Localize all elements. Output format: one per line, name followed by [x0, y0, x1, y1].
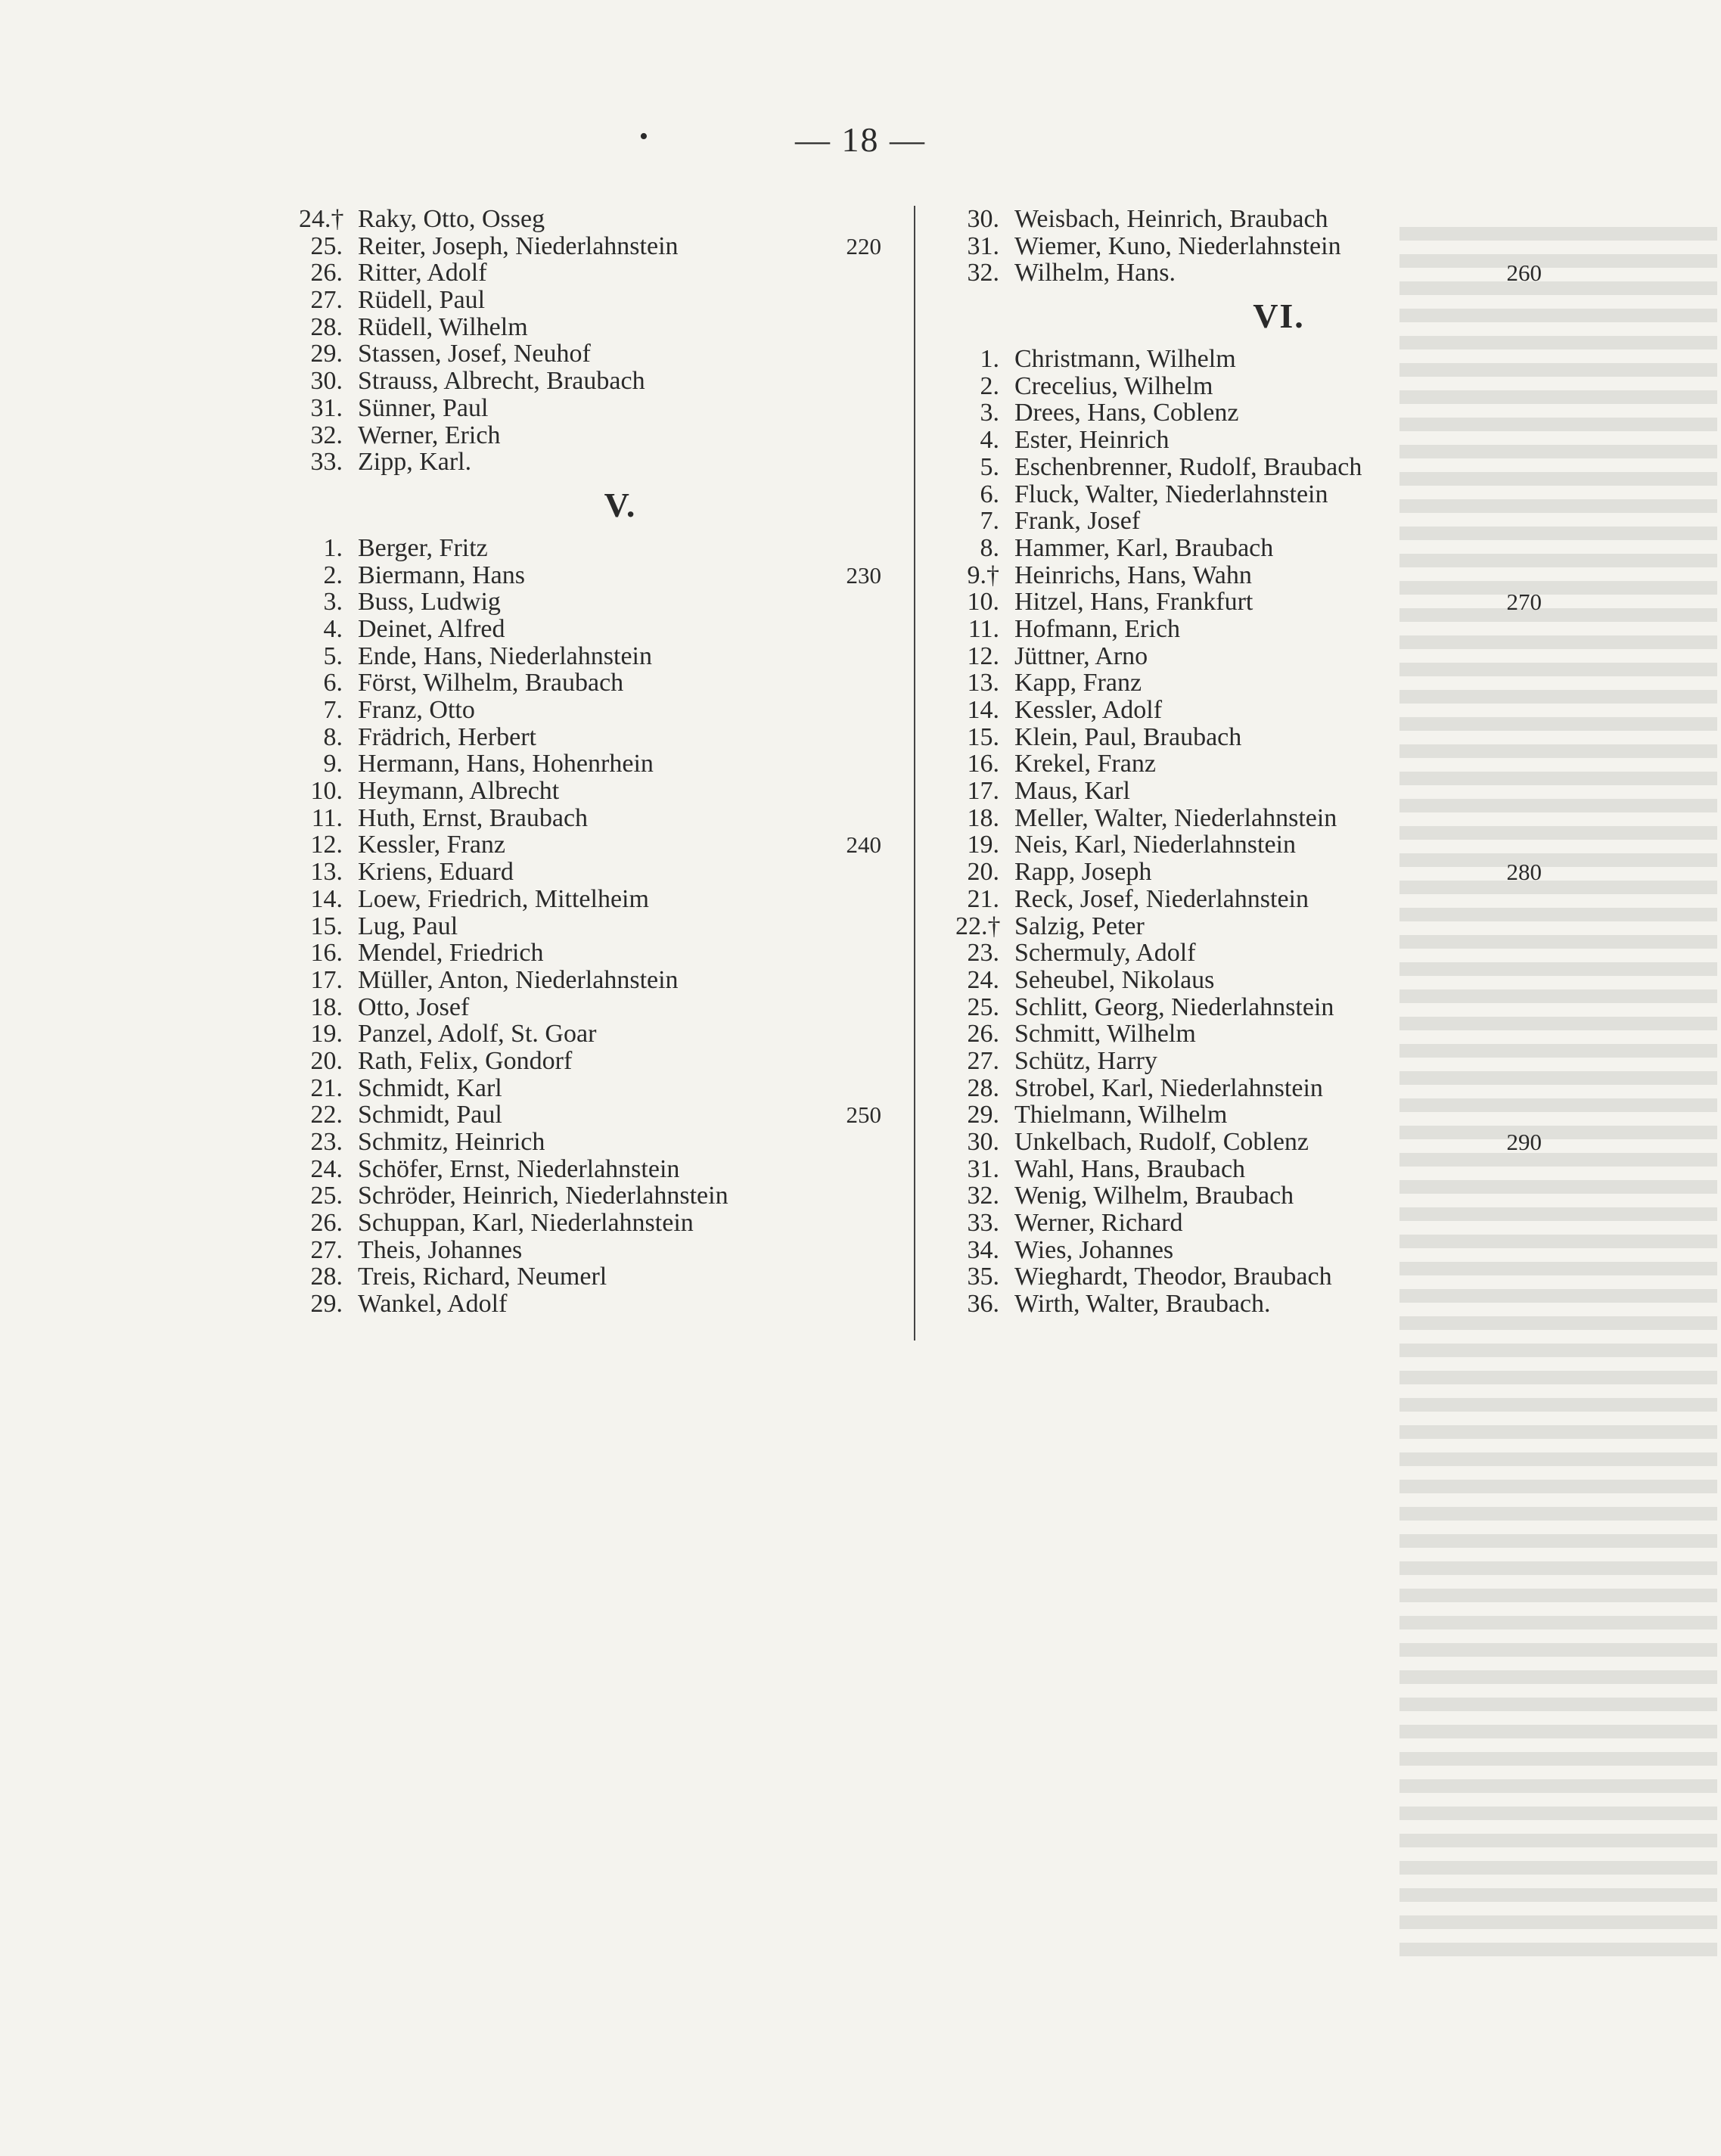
entry-name: Krekel, Franz — [1014, 750, 1156, 778]
entry-number: 34. — [967, 1235, 999, 1264]
margin-line-number: 240 — [846, 831, 881, 859]
right-column — [955, 206, 1542, 1318]
entry-number: 21. — [967, 884, 999, 913]
entry-number: 31. — [967, 1154, 999, 1183]
entry-name: Frank, Josef — [1014, 507, 1141, 536]
list-item — [955, 206, 1542, 233]
list-item — [299, 1210, 881, 1237]
entry-name: Rüdell, Wilhelm — [358, 312, 528, 341]
entry-number: 28. — [967, 1073, 999, 1102]
entry-name: Reiter, Joseph, Niederlahnstein — [358, 231, 679, 260]
list-item — [299, 697, 881, 724]
entry-number: 13. — [967, 669, 999, 697]
entry-name: Kessler, Adolf — [1014, 696, 1163, 724]
entry-number: 2. — [323, 561, 343, 589]
entry-name: Wahl, Hans, Braubach — [1014, 1154, 1246, 1183]
margin-line-number: 290 — [1506, 1129, 1542, 1155]
entry-number: 11. — [311, 803, 343, 832]
entry-number: 30. — [967, 205, 999, 233]
list-item — [955, 346, 1542, 373]
entry-name: Rapp, Joseph — [1014, 858, 1152, 887]
entry-name: Rath, Felix, Gondorf — [358, 1046, 573, 1075]
entry-number: 16. — [967, 750, 999, 778]
section-heading-v: V. — [604, 485, 637, 524]
entry-name: Seheubel, Nikolaus — [1014, 965, 1215, 994]
entry-number: 36. — [967, 1290, 999, 1319]
entry-name: Ester, Heinrich — [1014, 426, 1170, 455]
entry-number: 23. — [310, 1128, 343, 1156]
print-dot: • — [639, 123, 648, 151]
list-item — [299, 1291, 881, 1318]
entry-name: Wieghardt, Theodor, Braubach — [1014, 1263, 1332, 1291]
entry-number: 1. — [323, 533, 343, 562]
entry-number: 9. — [323, 750, 343, 778]
entry-number: 23. — [967, 939, 999, 968]
entry-number: 14. — [967, 696, 999, 724]
entry-number: 30. — [310, 367, 343, 396]
entry-name: Wirth, Walter, Braubach. — [1014, 1290, 1271, 1319]
entry-number: 9.† — [967, 561, 999, 589]
entry-number: 18. — [310, 993, 343, 1021]
entry-name: Unkelbach, Rudolf, Coblenz — [1014, 1128, 1309, 1156]
entry-name: Lug, Paul — [358, 912, 458, 940]
list-item — [955, 1182, 1542, 1210]
list-item — [955, 1101, 1542, 1129]
list-item — [955, 616, 1542, 643]
entry-number: 27. — [310, 286, 343, 315]
entry-name: Rüdell, Paul — [358, 286, 486, 315]
entry-number: 16. — [310, 939, 343, 968]
list-item — [299, 669, 881, 697]
entry-name: Schmitz, Heinrich — [358, 1128, 545, 1156]
entry-number: 31. — [967, 231, 999, 260]
entry-number: 17. — [967, 777, 999, 806]
list-item — [955, 643, 1542, 670]
entry-name: Schlitt, Georg, Niederlahnstein — [1014, 993, 1334, 1021]
entry-name: Mendel, Friedrich — [358, 939, 544, 968]
entry-number: 7. — [980, 507, 999, 536]
entry-number: 6. — [980, 480, 999, 508]
entry-name: Reck, Josef, Niederlahnstein — [1014, 884, 1309, 913]
entry-name: Schütz, Harry — [1014, 1046, 1157, 1075]
left-column — [299, 206, 881, 1318]
list-item — [955, 589, 1542, 616]
entry-number: 10. — [967, 588, 999, 617]
entry-name: Thielmann, Wilhelm — [1014, 1101, 1228, 1129]
list-item — [299, 1075, 881, 1102]
list-item — [299, 422, 881, 449]
entry-number: 28. — [310, 1263, 343, 1291]
entry-number: 26. — [967, 1020, 999, 1048]
entry-name: Schmitt, Wilhelm — [1014, 1020, 1196, 1048]
entry-number: 32. — [967, 1182, 999, 1210]
entry-number: 25. — [310, 1182, 343, 1210]
page-number: — 18 — — [795, 120, 926, 159]
list-item — [299, 535, 881, 562]
entry-number: 29. — [310, 1290, 343, 1319]
list-item — [955, 454, 1542, 481]
list-item — [955, 1237, 1542, 1264]
entry-name: Crecelius, Wilhelm — [1014, 371, 1213, 400]
entry-name: Panzel, Adolf, St. Goar — [358, 1020, 597, 1048]
entry-name: Ritter, Adolf — [358, 259, 487, 287]
list-item — [299, 750, 881, 778]
entry-number: 6. — [323, 669, 343, 697]
list-item — [955, 750, 1542, 778]
list-item — [299, 1263, 881, 1291]
entry-number: 5. — [323, 642, 343, 670]
left-list-after — [299, 535, 881, 1318]
list-item — [299, 1156, 881, 1183]
entry-number: 2. — [980, 371, 999, 400]
entry-name: Stassen, Josef, Neuhof — [358, 340, 591, 368]
entry-name: Ende, Hans, Niederlahnstein — [358, 642, 652, 670]
entry-name: Wies, Johannes — [1014, 1235, 1174, 1264]
entry-number: 29. — [310, 340, 343, 368]
entry-name: Hermann, Hans, Hohenrhein — [358, 750, 654, 778]
list-item — [955, 669, 1542, 697]
right-list-after — [955, 346, 1542, 1318]
entry-number: 4. — [980, 426, 999, 455]
entry-name: Jüttner, Arno — [1014, 642, 1148, 670]
list-item — [955, 697, 1542, 724]
list-item — [955, 399, 1542, 427]
entry-name: Schmidt, Karl — [358, 1073, 502, 1102]
entry-name: Huth, Ernst, Braubach — [358, 803, 589, 832]
list-item — [955, 373, 1542, 400]
entry-name: Schmidt, Paul — [358, 1101, 502, 1129]
list-item — [955, 778, 1542, 805]
column-divider — [914, 206, 915, 1341]
margin-line-number: 270 — [1506, 589, 1542, 616]
entry-number: 17. — [310, 965, 343, 994]
list-item — [299, 206, 881, 233]
entry-name: Fluck, Walter, Niederlahnstein — [1014, 480, 1328, 508]
list-item — [955, 859, 1542, 886]
entry-number: 19. — [310, 1020, 343, 1048]
entry-number: 4. — [323, 614, 343, 643]
list-item — [299, 643, 881, 670]
entry-name: Deinet, Alfred — [358, 614, 505, 643]
entry-number: 25. — [310, 231, 343, 260]
margin-line-number: 250 — [846, 1101, 881, 1129]
entry-number: 12. — [967, 642, 999, 670]
entry-name: Schröder, Heinrich, Niederlahnstein — [358, 1182, 728, 1210]
entry-number: 8. — [323, 722, 343, 751]
list-item — [299, 1021, 881, 1048]
right-list-before — [955, 206, 1542, 287]
entry-number: 33. — [310, 448, 343, 477]
entry-name: Frädrich, Herbert — [358, 722, 537, 751]
entry-number: 26. — [310, 259, 343, 287]
list-item — [299, 831, 881, 859]
margin-line-number: 260 — [1506, 259, 1542, 287]
entry-number: 3. — [980, 399, 999, 427]
entry-name: Christmann, Wilhelm — [1014, 345, 1236, 374]
list-item — [299, 395, 881, 422]
entry-name: Heinrichs, Hans, Wahn — [1014, 561, 1252, 589]
entry-name: Müller, Anton, Niederlahnstein — [358, 965, 679, 994]
entry-name: Heymann, Albrecht — [358, 777, 560, 806]
entry-name: Kapp, Franz — [1014, 669, 1142, 697]
margin-line-number: 280 — [1506, 859, 1542, 886]
list-item — [955, 886, 1542, 913]
list-item — [955, 967, 1542, 994]
list-item — [299, 913, 881, 940]
entry-number: 24.† — [299, 205, 344, 233]
entry-name: Wiemer, Kuno, Niederlahnstein — [1014, 231, 1341, 260]
entry-number: 27. — [310, 1235, 343, 1264]
entry-name: Drees, Hans, Coblenz — [1014, 399, 1239, 427]
entry-number: 22.† — [955, 912, 1001, 940]
entry-number: 15. — [967, 722, 999, 751]
entry-name: Salzig, Peter — [1014, 912, 1145, 940]
entry-number: 19. — [967, 831, 999, 859]
list-item — [955, 805, 1542, 832]
list-item — [955, 1021, 1542, 1048]
list-item — [955, 940, 1542, 967]
list-item — [955, 1210, 1542, 1237]
list-item — [299, 562, 881, 589]
entry-number: 24. — [310, 1154, 343, 1183]
entry-number: 7. — [323, 696, 343, 724]
entry-name: Werner, Richard — [1014, 1209, 1183, 1238]
entry-name: Först, Wilhelm, Braubach — [358, 669, 624, 697]
margin-line-number: 220 — [846, 232, 881, 259]
entry-name: Hitzel, Hans, Frankfurt — [1014, 588, 1253, 617]
entry-name: Klein, Paul, Braubach — [1014, 722, 1242, 751]
list-item — [299, 805, 881, 832]
list-item — [299, 940, 881, 967]
entry-number: 13. — [310, 858, 343, 887]
entry-name: Wankel, Adolf — [358, 1290, 508, 1319]
entry-number: 5. — [980, 452, 999, 481]
entry-name: Neis, Karl, Niederlahnstein — [1014, 831, 1296, 859]
list-item — [955, 1263, 1542, 1291]
entry-number: 29. — [967, 1101, 999, 1129]
entry-number: 24. — [967, 965, 999, 994]
entry-number: 20. — [310, 1046, 343, 1075]
entry-number: 14. — [310, 884, 343, 913]
list-item — [955, 831, 1542, 859]
entry-number: 22. — [310, 1101, 343, 1129]
entry-number: 1. — [980, 345, 999, 374]
list-item — [299, 1048, 881, 1075]
entry-number: 32. — [967, 259, 999, 287]
list-item — [299, 1182, 881, 1210]
list-item — [955, 233, 1542, 260]
entry-name: Biermann, Hans — [358, 561, 525, 589]
list-item — [955, 913, 1542, 940]
list-item — [955, 994, 1542, 1021]
entry-number: 28. — [310, 312, 343, 341]
list-item — [299, 994, 881, 1021]
entry-name: Berger, Fritz — [358, 533, 488, 562]
list-item — [955, 1048, 1542, 1075]
entry-name: Wenig, Wilhelm, Braubach — [1014, 1182, 1294, 1210]
entry-number: 26. — [310, 1209, 343, 1238]
list-item — [299, 589, 881, 616]
list-item — [955, 481, 1542, 508]
list-item — [955, 508, 1542, 535]
entry-name: Werner, Erich — [358, 421, 501, 449]
entry-name: Schuppan, Karl, Niederlahnstein — [358, 1209, 694, 1238]
list-item — [299, 616, 881, 643]
list-item — [299, 1129, 881, 1156]
list-item — [299, 233, 881, 260]
entry-name: Meller, Walter, Niederlahnstein — [1014, 803, 1337, 832]
entry-number: 35. — [967, 1263, 999, 1291]
entry-name: Theis, Johannes — [358, 1235, 523, 1264]
entry-number: 8. — [980, 533, 999, 562]
entry-number: 33. — [967, 1209, 999, 1238]
entry-number: 30. — [967, 1128, 999, 1156]
list-item — [299, 449, 881, 476]
list-item — [955, 1156, 1542, 1183]
entry-name: Maus, Karl — [1014, 777, 1130, 806]
entry-name: Franz, Otto — [358, 696, 475, 724]
list-item — [955, 724, 1542, 751]
entry-name: Kessler, Franz — [358, 831, 506, 859]
list-item — [955, 1291, 1542, 1318]
entry-number: 11. — [968, 614, 999, 643]
list-item — [955, 427, 1542, 454]
list-item — [955, 1075, 1542, 1102]
left-list-before — [299, 206, 881, 476]
entry-name: Hofmann, Erich — [1014, 614, 1181, 643]
entry-name: Loew, Friedrich, Mittelheim — [358, 884, 649, 913]
entry-number: 32. — [310, 421, 343, 449]
entry-name: Wilhelm, Hans. — [1014, 259, 1176, 287]
list-item — [299, 1101, 881, 1129]
list-item — [299, 967, 881, 994]
list-item — [955, 259, 1542, 287]
list-item — [299, 778, 881, 805]
entry-number: 12. — [310, 831, 343, 859]
entry-name: Treis, Richard, Neumerl — [358, 1263, 607, 1291]
entry-number: 3. — [323, 588, 343, 617]
section-heading-vi: VI. — [1253, 297, 1305, 336]
list-item — [299, 859, 881, 886]
entry-name: Hammer, Karl, Braubach — [1014, 533, 1274, 562]
entry-number: 31. — [310, 393, 343, 422]
list-item — [299, 314, 881, 341]
entry-name: Kriens, Eduard — [358, 858, 514, 887]
entry-name: Otto, Josef — [358, 993, 470, 1021]
entry-number: 18. — [967, 803, 999, 832]
list-item — [299, 886, 881, 913]
entry-name: Schermuly, Adolf — [1014, 939, 1196, 968]
entry-name: Sünner, Paul — [358, 393, 489, 422]
list-item — [299, 1237, 881, 1264]
entry-name: Strauss, Albrecht, Braubach — [358, 367, 645, 396]
list-item — [299, 724, 881, 751]
entry-number: 10. — [310, 777, 343, 806]
entry-number: 20. — [967, 858, 999, 887]
margin-line-number: 230 — [846, 561, 881, 589]
entry-name: Schöfer, Ernst, Niederlahnstein — [358, 1154, 680, 1183]
list-item — [299, 368, 881, 395]
entry-name: Eschenbrenner, Rudolf, Braubach — [1014, 452, 1362, 481]
entry-name: Buss, Ludwig — [358, 588, 501, 617]
list-item — [955, 1129, 1542, 1156]
list-item — [299, 287, 881, 314]
entry-name: Raky, Otto, Osseg — [358, 205, 545, 233]
entry-number: 27. — [967, 1046, 999, 1075]
entry-name: Strobel, Karl, Niederlahnstein — [1014, 1073, 1323, 1102]
list-item — [299, 340, 881, 368]
entry-number: 15. — [310, 912, 343, 940]
entry-number: 25. — [967, 993, 999, 1021]
list-item — [955, 535, 1542, 562]
entry-name: Zipp, Karl. — [358, 448, 472, 477]
list-item — [955, 562, 1542, 589]
entry-number: 21. — [310, 1073, 343, 1102]
list-item — [299, 259, 881, 287]
entry-name: Weisbach, Heinrich, Braubach — [1014, 205, 1328, 233]
